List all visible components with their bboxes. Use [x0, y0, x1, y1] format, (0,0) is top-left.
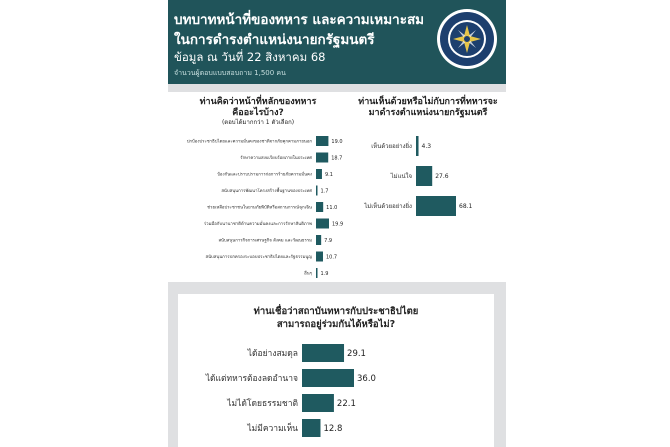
chart-military-democracy: [178, 336, 494, 446]
bar: [302, 419, 320, 437]
value-label: 36.0: [357, 373, 376, 384]
chart3-title-line-2: สามารถอยู่ร่วมกันได้หรือไม่?: [276, 319, 396, 330]
chart-military-duties: [168, 128, 350, 280]
bar: [302, 344, 344, 362]
bar: [416, 136, 419, 156]
value-label: 1.9: [320, 270, 329, 277]
category-label: ร่วมมือกับนานาชาติด้านความมั่นคงและการรักษาสันติภาพ: [203, 222, 312, 228]
title-line-1: บทบาทหน้าที่ของทหาร และความเหมาะสม: [174, 12, 425, 28]
category-label: ไม่เห็นด้วยอย่างยิ่ง: [364, 203, 412, 211]
category-label: เห็นด้วยอย่างยิ่ง: [371, 143, 412, 151]
bar: [316, 268, 318, 278]
chart1-title-line-1: ท่านคิดว่าหน้าที่หลักของทหาร: [199, 97, 317, 107]
title-line-2: ในการดำรงตำแหน่งนายกรัฐมนตรี: [174, 32, 375, 48]
category-label: ป้องกันและปราบปรามการก่อการร้ายภัยความมั่นคง: [217, 172, 312, 178]
header-banner: [168, 0, 506, 84]
bar: [316, 235, 321, 245]
card-military-duties: [168, 92, 350, 282]
value-label: 12.8: [323, 423, 343, 434]
bar: [316, 219, 329, 229]
value-label: 18.7: [331, 155, 343, 162]
category-label: ได้แต่ทหารต้องลดอำนาจ: [205, 373, 298, 384]
value-label: 9.1: [324, 171, 333, 178]
sample-size-label: จำนวนผู้ตอบแบบสอบถาม 1,500 คน: [174, 69, 286, 77]
chart-military-pm-opinion: [350, 126, 506, 266]
bar: [316, 202, 323, 212]
value-label: 19.9: [332, 221, 344, 228]
bar: [316, 186, 318, 196]
value-label: 68.1: [459, 203, 473, 211]
chart1-note: (ตอบได้มากกว่า 1 ตัวเลือก): [221, 119, 295, 126]
value-label: 10.7: [325, 254, 338, 261]
category-label: รักษาความสงบเรียบร้อยภายในประเทศ: [240, 156, 312, 162]
bar: [416, 166, 432, 186]
category-label: สนับสนุนการปกครองระบอบประชาธิปไตยและรัฐธรรมนูญ: [205, 255, 312, 261]
category-label: ช่วยเหลือประชาชนในยามภัยพิบัติหรือสถานการณ์ฉุกเฉิน: [207, 205, 312, 211]
value-label: 27.6: [435, 173, 449, 181]
nida-logo: [436, 8, 498, 70]
value-label: 22.1: [336, 398, 356, 409]
bar: [316, 169, 322, 179]
bar: [316, 136, 328, 146]
chart3-title-line-1: ท่านเชื่อว่าสถาบันทหารกับประชาธิปไตย: [253, 306, 419, 317]
value-label: 7.9: [324, 237, 333, 244]
infographic: [168, 0, 506, 447]
category-label: สนับสนุนการกิจการเศรษฐกิจ สังคม และวัฒนธรรม: [218, 238, 312, 244]
card-military-democracy: [178, 294, 494, 447]
category-label: อื่นๆ: [304, 271, 312, 277]
chart1-title-line-2: คืออะไรบ้าง?: [232, 108, 284, 118]
category-label: ไม่ได้โดยธรรมชาติ: [227, 398, 298, 409]
category-label: ได้อย่างสมดุล: [247, 348, 298, 359]
bar: [316, 252, 323, 262]
category-label: ไม่แน่ใจ: [390, 173, 412, 181]
chart2-title-line-2: มาดำรงตำแหน่งนายกรัฐมนตรี: [368, 108, 488, 118]
bar: [416, 196, 456, 216]
bar: [302, 369, 354, 387]
chart2-title-line-1: ท่านเห็นด้วยหรือไม่กับการที่ทหารจะ: [358, 97, 498, 107]
bar: [302, 394, 334, 412]
card-military-pm-opinion: [350, 92, 506, 282]
category-label: สนับสนุนการพัฒนาโครงสร้างพื้นฐานของประเทศ: [221, 189, 312, 195]
category-label: ไม่มีความเห็น: [247, 423, 298, 434]
category-label: ปกป้องประชาธิปไตยและความมั่นคงของชาติจากภัยคุกคามภายนอก: [186, 139, 312, 145]
bar: [316, 153, 328, 163]
value-label: 29.1: [347, 348, 366, 359]
value-label: 11.0: [326, 204, 338, 211]
value-label: 19.0: [331, 138, 343, 145]
date-label: ข้อมูล ณ วันที่ 22 สิงหาคม 68: [174, 50, 326, 64]
value-label: 1.7: [320, 188, 329, 195]
value-label: 4.3: [421, 143, 432, 151]
